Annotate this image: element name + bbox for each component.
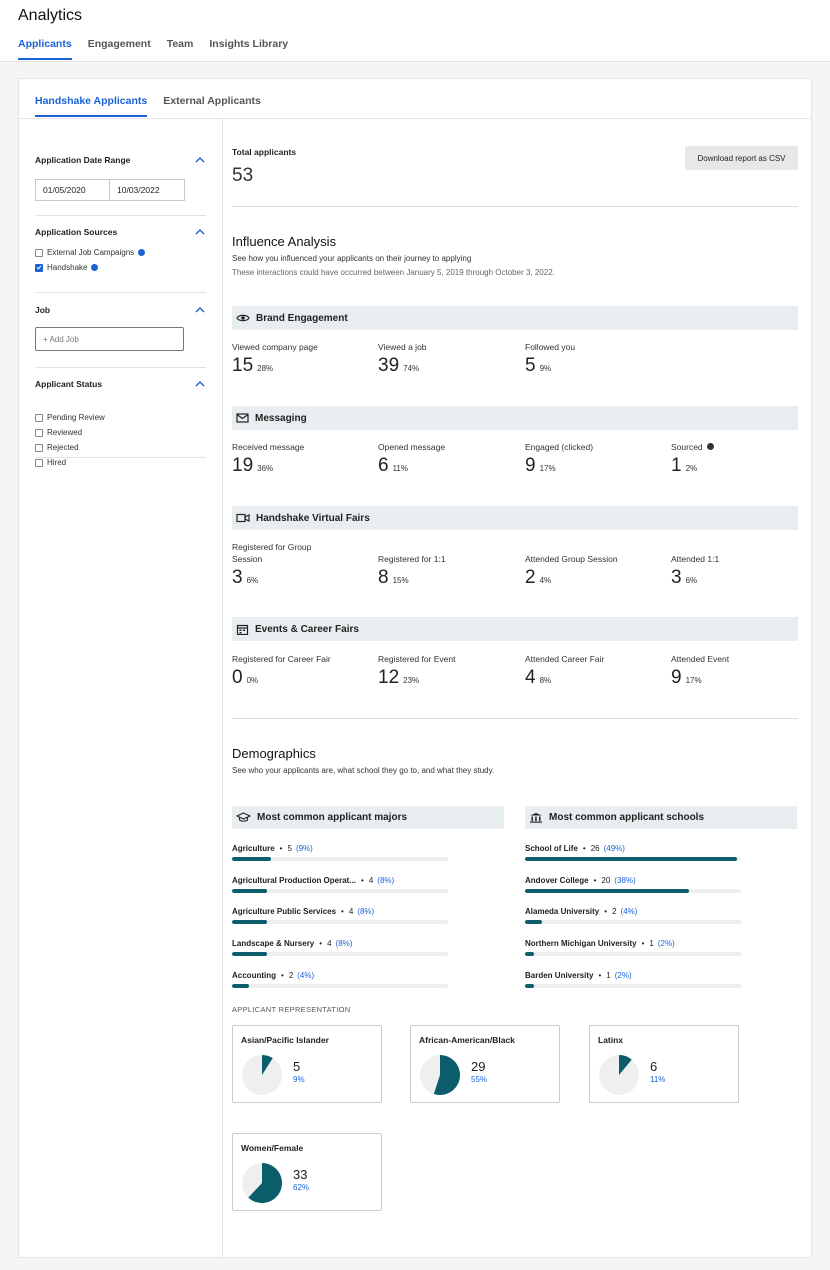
metric-label: Attended 1:1 <box>671 554 720 564</box>
bullet-separator: • <box>641 939 645 949</box>
metric-label: Registered for Group Session <box>232 542 312 564</box>
date-range-inputs <box>35 179 185 201</box>
major-label <box>232 939 448 948</box>
section-messaging <box>232 406 798 430</box>
major-count: 4 <box>327 939 332 949</box>
metric-value: 4 <box>525 667 536 688</box>
metric-percent: 9% <box>539 364 552 373</box>
chevron-up-icon[interactable] <box>194 226 206 238</box>
tab-engagement[interactable]: Engagement <box>87 38 151 50</box>
major-percent: (8%) <box>357 907 375 917</box>
metric-percent: 17% <box>539 464 556 473</box>
school-bar-track <box>525 857 741 861</box>
major-bar-track <box>232 920 448 924</box>
filter-title: Application Sources <box>35 227 118 237</box>
major-item <box>232 876 448 893</box>
representation-card <box>232 1133 382 1211</box>
status-option-pending[interactable] <box>35 410 105 425</box>
metric-engaged-clicked <box>525 441 665 477</box>
influence-description: See how you influenced your applicants on their journey to applying <box>232 254 472 263</box>
representation-title: APPLICANT REPRESENTATION <box>232 1005 351 1014</box>
school-count: 2 <box>612 907 617 917</box>
filter-application-sources <box>35 227 206 272</box>
metric-registered-one-on-one <box>378 553 518 589</box>
video-icon <box>236 513 250 523</box>
metric-value: 9 <box>671 667 682 688</box>
section-title: Brand Engagement <box>256 312 348 324</box>
source-option-external[interactable] <box>35 245 145 260</box>
school-label <box>525 876 741 885</box>
school-bar-fill <box>525 952 534 956</box>
filter-title: Applicant Status <box>35 379 103 389</box>
end-date-input[interactable]: 10/03/2022 <box>110 179 185 201</box>
metric-label: Sourced <box>671 442 703 452</box>
check-icon <box>36 264 42 271</box>
major-label <box>232 971 448 980</box>
metric-value: 1 <box>671 455 682 476</box>
metric-received-message <box>232 441 372 477</box>
major-item <box>232 907 448 924</box>
school-label <box>525 844 741 853</box>
metric-percent: 17% <box>685 676 702 685</box>
metric-viewed-company-page <box>232 341 372 377</box>
metric-label: Registered for 1:1 <box>378 554 446 564</box>
filter-date-range <box>35 155 206 195</box>
metric-label: Attended Career Fair <box>525 654 605 664</box>
metric-percent: 0% <box>246 676 259 685</box>
metric-label: Opened message <box>378 442 446 452</box>
major-count: 2 <box>288 970 294 980</box>
section-brand-engagement <box>232 306 798 330</box>
section-title: Events & Career Fairs <box>255 623 359 635</box>
tab-applicants[interactable]: Applicants <box>18 38 72 60</box>
school-bar-track <box>525 889 741 893</box>
major-label <box>232 876 448 885</box>
bullet-separator: • <box>593 875 597 885</box>
divider <box>35 215 206 216</box>
metric-label: Viewed a job <box>378 342 427 352</box>
demographics-description: See who your applicants are, what school they go to, and what they study. <box>232 766 495 775</box>
option-label: Handshake <box>47 263 88 272</box>
major-count: 4 <box>348 907 354 917</box>
bullet-separator: • <box>281 970 284 980</box>
metric-percent: 8% <box>539 676 552 685</box>
status-option-rejected[interactable] <box>35 440 105 455</box>
school-bar-track <box>525 952 741 956</box>
metric-attended-career-fair <box>525 653 665 689</box>
school-item <box>525 939 741 956</box>
eye-icon <box>236 313 250 323</box>
metric-value: 19 <box>232 455 254 476</box>
info-icon[interactable] <box>707 443 714 450</box>
bullet-separator: • <box>604 907 608 917</box>
representation-name: Women/Female <box>241 1143 304 1153</box>
metric-registered-career-fair <box>232 653 372 689</box>
filter-title: Job <box>35 305 51 315</box>
option-label: Rejected <box>47 443 79 452</box>
metric-value: 5 <box>525 355 536 376</box>
info-icon[interactable] <box>91 264 98 271</box>
school-item <box>525 971 741 988</box>
metric-percent: 15% <box>392 576 409 585</box>
metric-value: 3 <box>232 567 243 588</box>
school-bar-track <box>525 920 741 924</box>
metric-percent: 6% <box>685 576 698 585</box>
tab-team[interactable]: Team <box>166 38 194 50</box>
representation-card <box>589 1025 739 1103</box>
major-item <box>232 971 448 988</box>
school-item <box>525 844 741 861</box>
schools-header <box>525 806 797 829</box>
section-title: Handshake Virtual Fairs <box>256 512 370 524</box>
chevron-up-icon[interactable] <box>194 154 206 166</box>
filter-applicant-status <box>35 379 206 467</box>
section-title: Messaging <box>255 412 307 424</box>
content-card <box>18 78 812 1258</box>
metric-attended-group-session <box>525 553 665 589</box>
school-label <box>525 907 741 916</box>
school-bar-track <box>525 984 741 988</box>
major-count: 4 <box>368 875 374 885</box>
major-percent: (9%) <box>295 844 313 853</box>
school-count: 20 <box>601 875 611 885</box>
school-name: Barden University <box>525 970 594 980</box>
checkbox[interactable] <box>35 459 43 467</box>
metric-value: 0 <box>232 667 243 688</box>
metric-value: 15 <box>232 355 254 376</box>
metric-value: 2 <box>525 567 536 588</box>
major-percent: (8%) <box>335 939 353 949</box>
metric-percent: 2% <box>685 464 698 473</box>
metric-label: Engaged (clicked) <box>525 442 594 452</box>
divider <box>35 292 206 293</box>
major-name: Agriculture <box>232 844 275 853</box>
chevron-up-icon[interactable] <box>194 378 206 390</box>
major-bar-track <box>232 857 448 861</box>
major-label <box>232 907 448 916</box>
metric-attended-event <box>671 653 811 689</box>
school-percent: (38%) <box>614 875 636 885</box>
school-percent: (4%) <box>620 907 638 917</box>
school-bar-fill <box>525 920 542 924</box>
bullet-separator: • <box>341 907 344 917</box>
school-bar-fill <box>525 889 689 893</box>
main-content <box>232 79 798 1257</box>
school-building-icon <box>529 812 543 823</box>
major-bar-fill <box>232 984 249 988</box>
checkbox[interactable] <box>35 429 43 437</box>
metric-value: 8 <box>378 567 389 588</box>
total-applicants-value: 53 <box>232 165 254 186</box>
filter-title: Application Date Range <box>35 155 131 165</box>
major-item <box>232 844 448 861</box>
metric-label-row <box>671 441 811 453</box>
major-bar-track <box>232 952 448 956</box>
school-count: 1 <box>649 939 654 949</box>
metric-value: 39 <box>378 355 400 376</box>
tab-handshake-applicants[interactable]: Handshake Applicants <box>35 95 147 117</box>
major-count: 5 <box>287 844 292 853</box>
demographics-title: Demographics <box>232 746 316 761</box>
major-bar-fill <box>232 920 267 924</box>
school-name: Alameda University <box>525 907 600 917</box>
bullet-separator: • <box>598 970 602 980</box>
schools-title: Most common applicant schools <box>549 812 705 823</box>
source-option-handshake[interactable] <box>35 260 145 275</box>
graduation-cap-icon <box>236 812 251 823</box>
divider <box>35 457 206 458</box>
metric-registered-event <box>378 653 518 689</box>
checkbox[interactable] <box>35 414 43 422</box>
section-virtual-fairs <box>232 506 798 530</box>
school-count: 26 <box>590 844 600 853</box>
metric-value: 9 <box>525 455 536 476</box>
majors-header <box>232 806 504 829</box>
influence-title: Influence Analysis <box>232 234 337 249</box>
major-bar-fill <box>232 889 267 893</box>
top-bar <box>0 0 830 62</box>
pie-chart <box>241 1054 283 1096</box>
school-percent: (2%) <box>614 970 632 980</box>
add-job-input[interactable]: + Add Job <box>35 327 184 351</box>
metric-label: Received message <box>232 442 305 452</box>
option-label: Pending Review <box>47 413 105 422</box>
section-events-career-fairs <box>232 617 798 641</box>
chevron-up-icon[interactable] <box>194 304 206 316</box>
metric-label: Registered for Event <box>378 654 456 664</box>
bullet-separator: • <box>319 939 323 949</box>
metric-percent: 23% <box>403 676 420 685</box>
metric-sourced <box>671 441 811 477</box>
major-bar-track <box>232 889 448 893</box>
major-name: Accounting <box>232 970 276 980</box>
metric-label: Registered for Career Fair <box>232 654 331 664</box>
pie-chart <box>419 1054 461 1096</box>
metric-percent: 28% <box>257 364 274 373</box>
metric-followed-you <box>525 341 665 377</box>
option-label: Hired <box>47 458 67 467</box>
calendar-icon <box>236 624 249 635</box>
representation-count: 33 <box>293 1167 308 1182</box>
school-label <box>525 971 741 980</box>
major-percent: (8%) <box>377 875 395 885</box>
representation-count: 29 <box>471 1059 486 1074</box>
top-tabs <box>18 38 288 60</box>
major-name: Agriculture Public Services <box>232 907 337 917</box>
status-option-reviewed[interactable] <box>35 425 105 440</box>
majors-title: Most common applicant majors <box>257 812 408 823</box>
school-bar-fill <box>525 984 534 988</box>
representation-percent: 62% <box>293 1183 310 1192</box>
representation-card <box>232 1025 382 1103</box>
bullet-separator: • <box>279 844 283 853</box>
major-bar-fill <box>232 857 271 861</box>
school-percent: (49%) <box>603 844 625 853</box>
school-name: School of Life <box>525 844 578 853</box>
school-label <box>525 939 741 948</box>
school-percent: (2%) <box>657 939 675 949</box>
representation-card <box>410 1025 560 1103</box>
major-bar-track <box>232 984 448 988</box>
major-label <box>232 844 448 853</box>
pie-chart <box>241 1162 283 1204</box>
metric-label: Attended Group Session <box>525 554 618 564</box>
bullet-separator: • <box>361 875 364 885</box>
divider <box>232 206 798 207</box>
checkbox[interactable] <box>35 249 43 257</box>
info-icon[interactable] <box>138 249 145 256</box>
metric-label: Viewed company page <box>232 342 318 352</box>
bullet-separator: • <box>582 844 586 853</box>
representation-name: African-American/Black <box>419 1035 515 1045</box>
metric-percent: 4% <box>539 576 552 585</box>
start-date-input[interactable]: 01/05/2020 <box>35 179 110 201</box>
school-item <box>525 907 741 924</box>
metric-value: 3 <box>671 567 682 588</box>
metric-percent: 36% <box>257 464 274 473</box>
influence-note: These interactions could have occurred between January 5, 2019 through October 3, 2022. <box>232 268 555 277</box>
filter-sidebar <box>19 119 223 1257</box>
tab-external-applicants[interactable]: External Applicants <box>163 95 261 107</box>
representation-count: 5 <box>293 1059 301 1074</box>
divider <box>35 367 206 368</box>
tab-insights-library[interactable]: Insights Library <box>209 38 289 50</box>
school-bar-fill <box>525 857 737 861</box>
metric-value: 6 <box>378 455 389 476</box>
school-name: Andover College <box>525 875 589 885</box>
metric-viewed-a-job <box>378 341 518 377</box>
school-name: Northern Michigan University <box>525 939 637 949</box>
download-csv-button[interactable]: Download report as CSV <box>685 146 798 170</box>
pie-chart <box>598 1054 640 1096</box>
metric-attended-one-on-one <box>671 553 811 589</box>
total-applicants-label: Total applicants <box>232 147 297 157</box>
option-label: Reviewed <box>47 428 83 437</box>
page-title: Analytics <box>18 7 83 24</box>
metric-label: Attended Event <box>671 654 730 664</box>
major-item <box>232 939 448 956</box>
major-bar-fill <box>232 952 267 956</box>
metric-label: Followed you <box>525 342 576 352</box>
metric-percent: 6% <box>246 576 259 585</box>
school-item <box>525 876 741 893</box>
metric-registered-group-session <box>232 541 342 589</box>
metric-value: 12 <box>378 667 400 688</box>
divider <box>232 718 798 719</box>
representation-name: Asian/Pacific Islander <box>241 1035 329 1045</box>
representation-name: Latinx <box>598 1035 624 1045</box>
school-count: 1 <box>606 970 611 980</box>
major-name: Agricultural Production Operat... <box>232 875 357 885</box>
representation-percent: 11% <box>650 1075 666 1084</box>
representation-percent: 9% <box>293 1075 305 1084</box>
metric-opened-message <box>378 441 518 477</box>
major-name: Landscape & Nursery <box>232 939 315 949</box>
filter-job <box>35 305 206 344</box>
major-percent: (4%) <box>297 970 315 980</box>
metric-percent: 11% <box>392 464 408 473</box>
representation-percent: 55% <box>471 1075 488 1084</box>
metric-percent: 74% <box>403 364 420 373</box>
envelope-icon <box>236 413 249 423</box>
representation-count: 6 <box>650 1059 658 1074</box>
sub-tabs <box>35 95 261 117</box>
checkbox[interactable] <box>35 444 43 452</box>
option-label: External Job Campaigns <box>47 248 135 257</box>
checkbox-checked[interactable] <box>35 264 43 272</box>
